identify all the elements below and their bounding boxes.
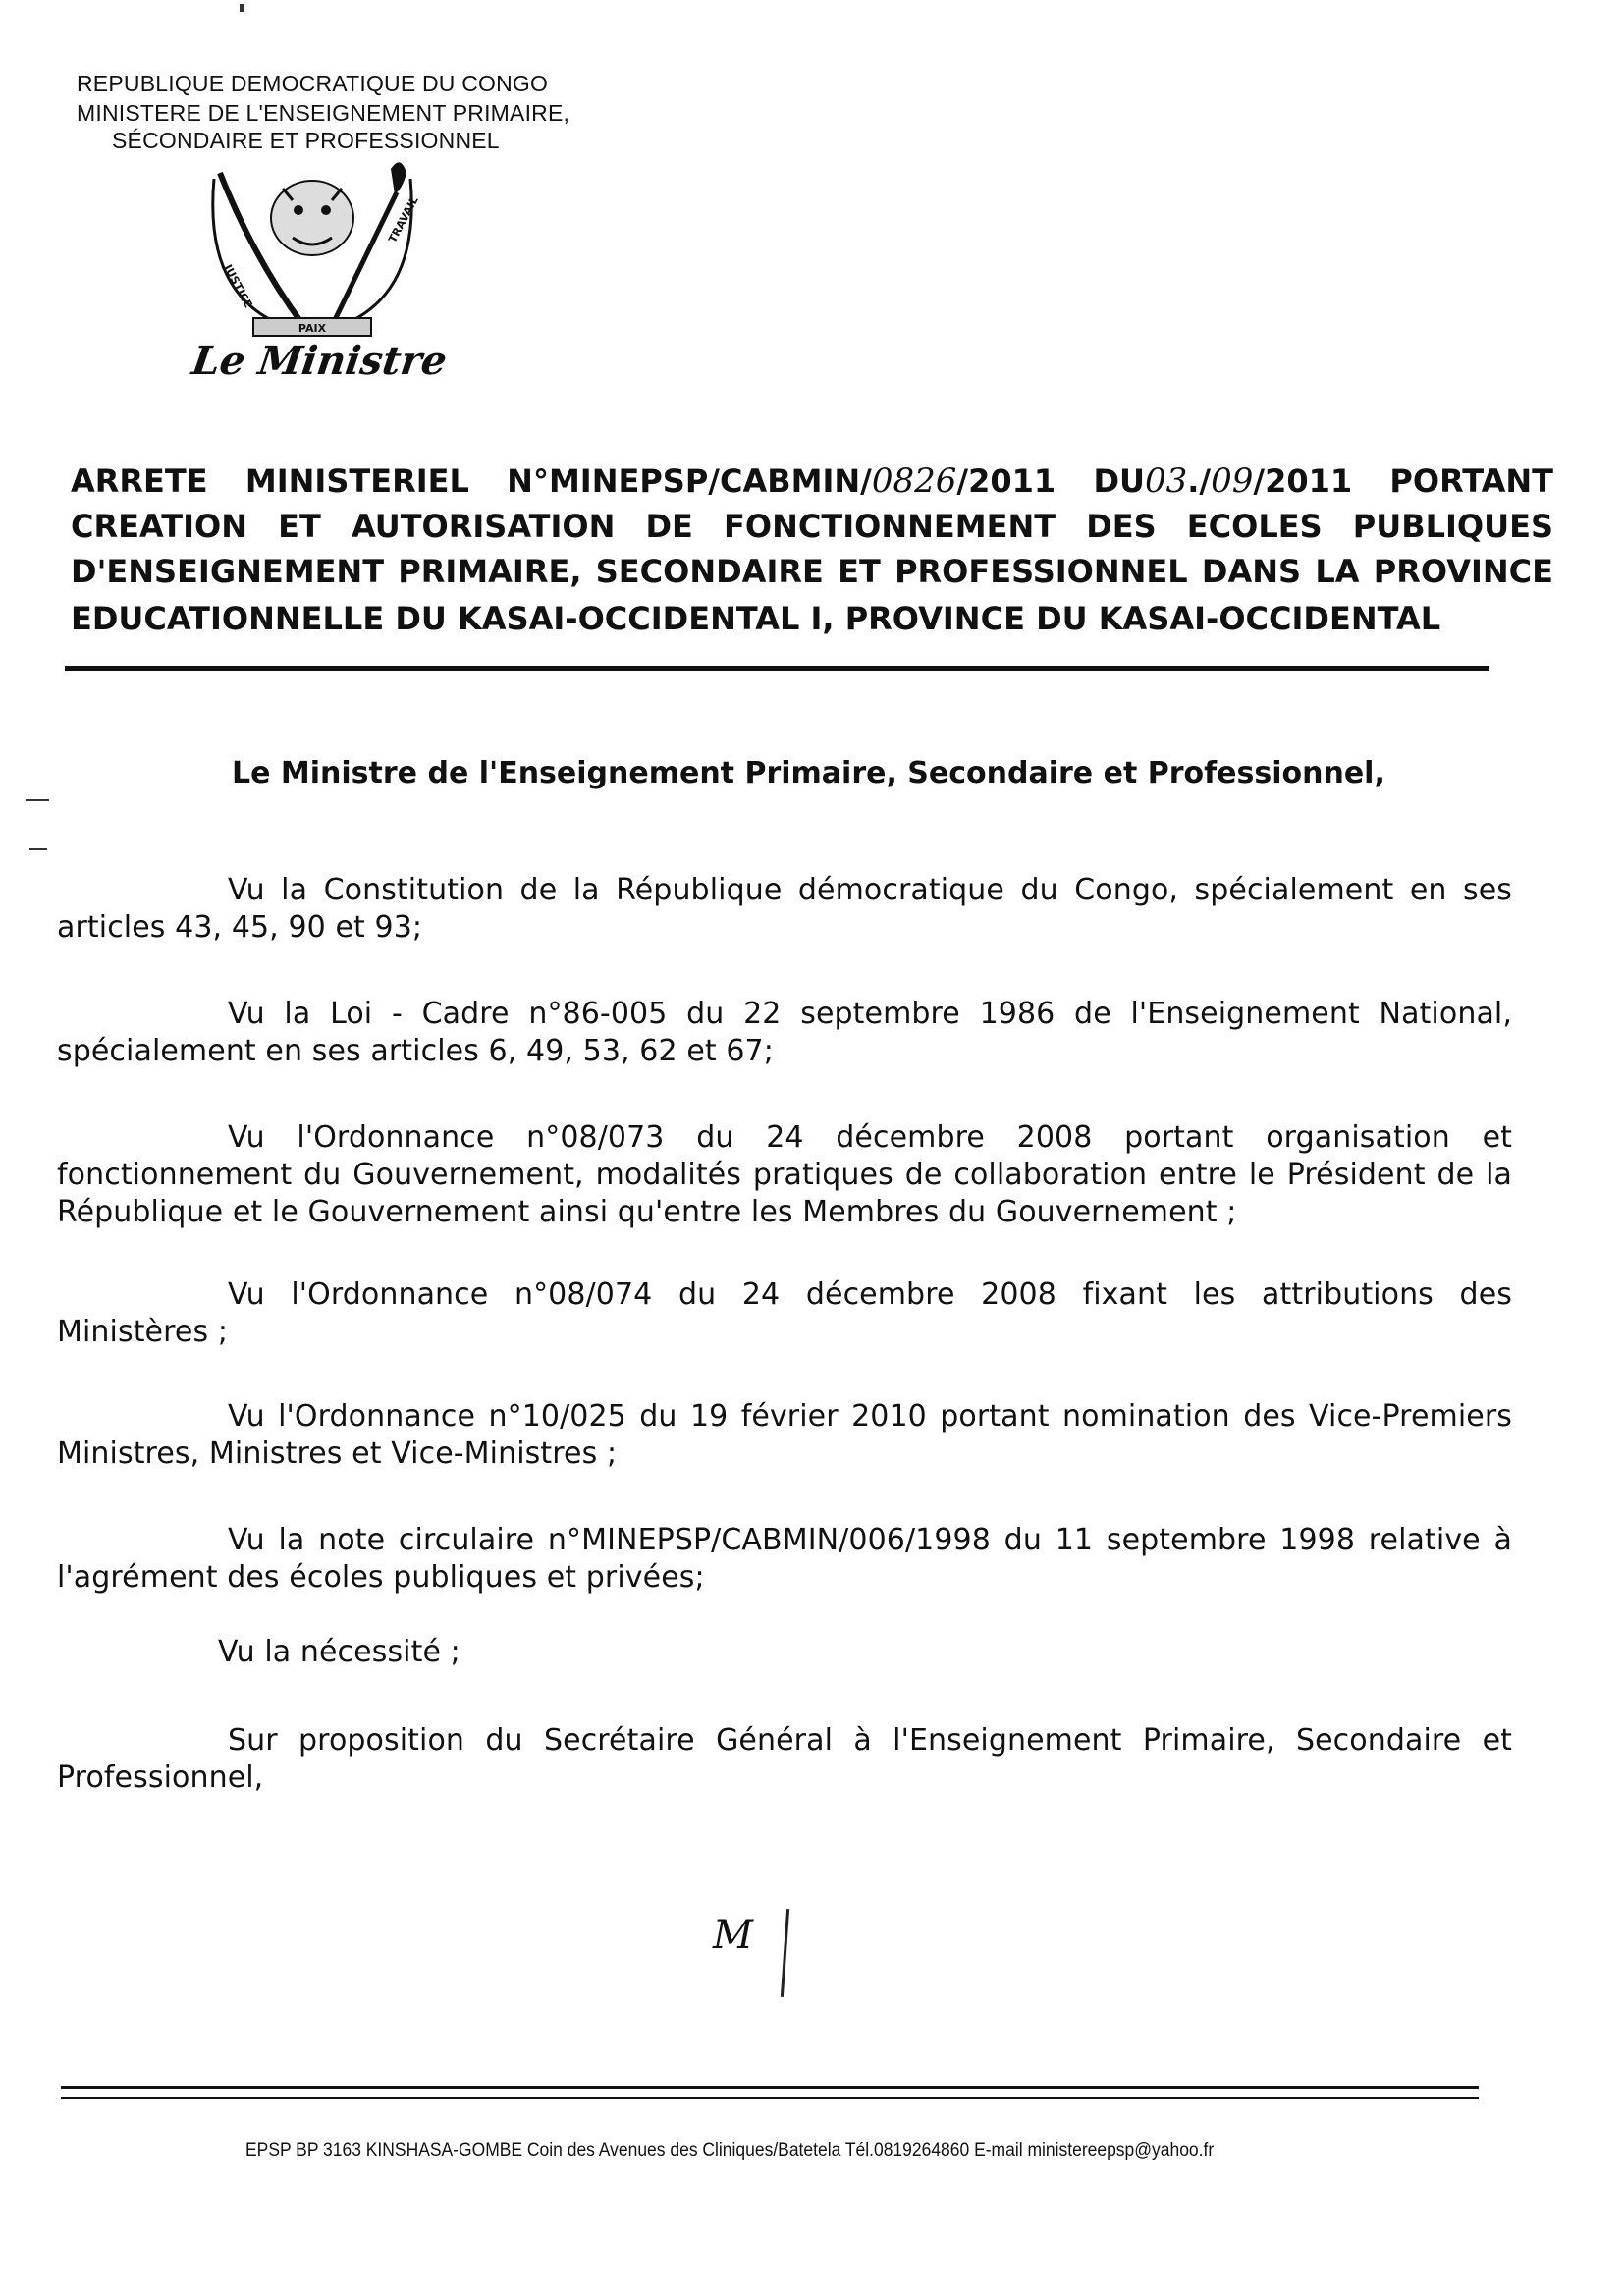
coat-of-arms-icon [185, 149, 440, 346]
paragraph-constitution [57, 872, 1512, 947]
svg-text:JUSTICE: JUSTICE [221, 262, 255, 310]
paragraph-line: République et le Gouvernement ainsi qu'entre les Membres du Gouvernement ; [57, 1195, 1237, 1229]
title-decree-prefix: ARRETE MINISTERIEL N°MINEPSP/CABMIN/ [71, 462, 872, 500]
footer-rule [61, 2097, 1479, 2099]
minister-signature-label: Le Ministre [189, 338, 451, 384]
title-line-4: EDUCATIONNELLE DU KASAI-OCCIDENTAL I, PROVINCE DU KASAI-OCCIDENTAL [71, 600, 1441, 637]
paragraph-line: l'agrément des écoles publiques et privées; [57, 1560, 705, 1595]
paragraph-line: spécialement en ses articles 6, 49, 53, 62 et 67; [57, 1034, 774, 1068]
svg-text:TRAVAIL: TRAVAIL [386, 194, 421, 245]
paragraph-line: Professionnel, [57, 1761, 264, 1795]
footer-address: EPSP BP 3163 KINSHASA-GOMBE Coin des Avenues des Cliniques/Batetela Tél.0819264860 E-mail ministereepsp@yahoo.fr [245, 2141, 1215, 2161]
handwritten-day: 03 [1145, 461, 1188, 501]
title-date-separator: ./ [1187, 462, 1212, 500]
paragraph-line: Ministères ; [57, 1315, 229, 1349]
title-line-1 [71, 461, 1553, 501]
paragraph-line: Vu l'Ordonnance n°08/073 du 24 décembre 2008 portant organisation et [228, 1120, 1512, 1155]
handwritten-decree-number: 0826 [871, 461, 957, 501]
paragraph-line: Vu l'Ordonnance n°08/074 du 24 décembre 2008 fixant les attributions des [228, 1277, 1512, 1312]
handwritten-month: 09 [1211, 461, 1254, 501]
scan-mark [26, 799, 49, 801]
paragraph-line: Vu la Loi - Cadre n°86-005 du 22 septembre 1986 de l'Enseignement National, [228, 997, 1512, 1031]
title-year-du: /2011 DU [956, 462, 1145, 500]
footer-rule [61, 2086, 1479, 2089]
paragraph-ordonnance-025 [57, 1398, 1512, 1473]
letterhead-ministry: MINISTERE DE L'ENSEIGNEMENT PRIMAIRE, [77, 100, 570, 126]
paragraph-note-circulaire [57, 1522, 1512, 1597]
paragraph-line: articles 43, 45, 90 et 93; [57, 910, 423, 945]
title-line-2: CREATION ET AUTORISATION DE FONCTIONNEMENT DES ECOLES PUBLIQUES [71, 508, 1553, 545]
paragraph-line: Vu la nécessité ; [218, 1635, 460, 1669]
paragraph-line: fonctionnement du Gouvernement, modalités pratiques de collaboration entre le Président de la [57, 1158, 1512, 1192]
initials-stroke [781, 1909, 789, 1997]
paragraph-line: Sur proposition du Secrétaire Général à l'Enseignement Primaire, Secondaire et [228, 1723, 1512, 1758]
scan-mark [240, 4, 244, 12]
paragraph-loi-cadre [57, 996, 1512, 1070]
paragraph-line: Vu la note circulaire n°MINEPSP/CABMIN/006/1998 du 11 septembre 1998 relative à [228, 1523, 1512, 1557]
paragraph-ordonnance-073 [57, 1119, 1512, 1231]
letterhead-country: REPUBLIQUE DEMOCRATIQUE DU CONGO [77, 71, 549, 96]
svg-text:PAIX: PAIX [298, 322, 327, 335]
handwritten-initials: M [713, 1913, 753, 1958]
title-rule [65, 666, 1489, 671]
paragraph-line: Vu la Constitution de la République démocratique du Congo, spécialement en ses [228, 873, 1512, 907]
title-line-3: D'ENSEIGNEMENT PRIMAIRE, SECONDAIRE ET PROFESSIONNEL DANS LA PROVINCE [71, 553, 1553, 590]
letterhead-ministry-cont: SÉCONDAIRE ET PROFESSIONNEL [112, 128, 500, 153]
paragraph-line: Vu l'Ordonnance n°10/025 du 19 février 2010 portant nomination des Vice-Premiers [228, 1399, 1512, 1434]
paragraph-proposition [57, 1722, 1512, 1797]
scan-mark [29, 848, 47, 850]
paragraph-ordonnance-074 [57, 1276, 1512, 1351]
paragraph-necessite [218, 1634, 1624, 1671]
minister-heading: Le Ministre de l'Enseignement Primaire, Secondaire et Professionnel, [232, 756, 1385, 790]
title-portant: /2011 PORTANT [1253, 462, 1554, 500]
paragraph-line: Ministres, Ministres et Vice-Ministres ; [57, 1436, 618, 1471]
